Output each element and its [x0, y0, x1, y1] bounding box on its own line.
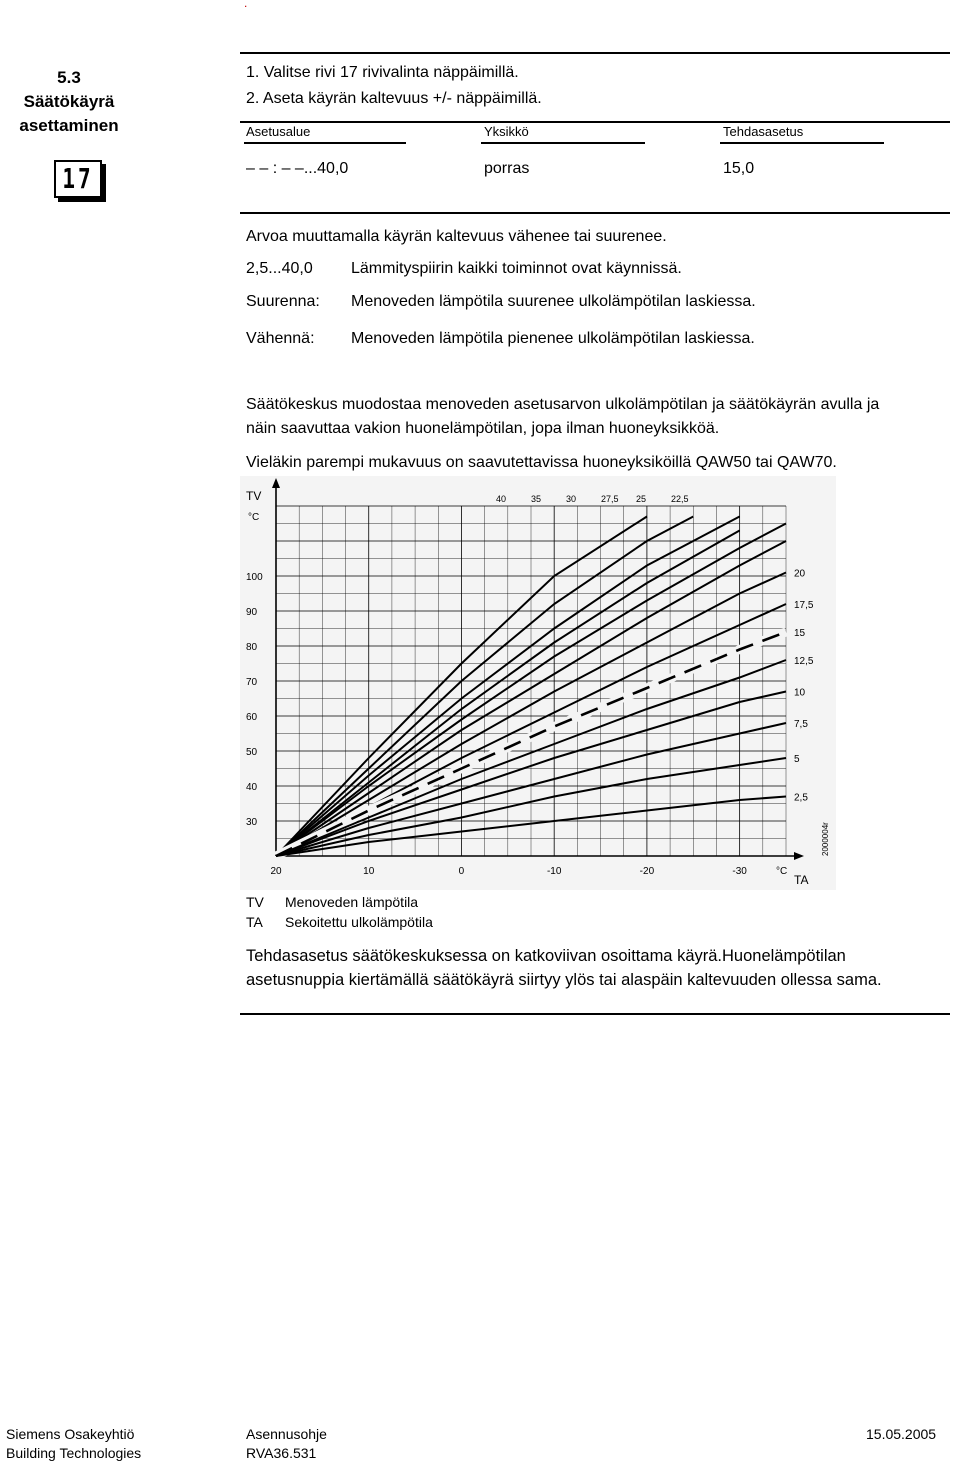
table-top-rule [240, 121, 950, 123]
curve-label-top: 22,5 [671, 494, 689, 504]
legend-abbr-tv: TV [246, 894, 264, 910]
curve-label-right: 20 [794, 568, 806, 580]
definition-term: Vähennä: [246, 330, 315, 347]
definition-text: Menoveden lämpötila pienenee ulkolämpötilan laskiessa. [351, 330, 755, 347]
curve-label-top: 35 [531, 494, 542, 504]
curve-label-top: 25 [636, 494, 647, 504]
footer-date: 15.05.2005 [866, 1426, 937, 1442]
y-tick-label: 100 [246, 572, 263, 583]
y-tick-label: 90 [246, 607, 258, 618]
lcd-display-icon [54, 160, 102, 198]
heating-curve-chart [240, 476, 836, 890]
y-tick-label: 40 [246, 782, 258, 793]
section-title-line1: Säätökäyrä [23, 92, 115, 111]
paragraph-1-line-1: Säätökeskus muodostaa menoveden asetusarvon ulkolämpötilan ja säätökäyrän avulla ja [246, 396, 880, 413]
paragraph-2: Vieläkin parempi mukavuus on saavutettavissa huoneyksiköillä QAW50 tai QAW70. [246, 454, 837, 471]
note-line-2: asetusnuppia kiertämällä säätökäyrä siirtyy ylös tai alaspäin kaltevuuden ollessa sama. [246, 971, 882, 989]
header-underline-1 [244, 142, 406, 144]
paragraph-1-line-2: näin saavuttaa vakion huonelämpötilan, jopa ilman huoneyksikköä. [246, 420, 720, 437]
y-axis-label: TV [246, 489, 262, 503]
legend-text-ta: Sekoitettu ulkolämpötila [285, 914, 433, 930]
step-2: 2. Aseta käyrän kaltevuus +/- näppäimillä. [246, 90, 542, 107]
description: Arvoa muuttamalla käyrän kaltevuus vähenee tai suurenee. [246, 228, 667, 245]
value-range: – – : – –...40,0 [246, 160, 349, 177]
lcd-display-text: 17 [62, 162, 94, 195]
note-line-1: Tehdasasetus säätökeskuksessa on katkoviivan osoittama käyrä.Huonelämpötilan [246, 947, 846, 965]
value-default: 15,0 [723, 160, 755, 177]
x-tick-label: -10 [546, 866, 562, 877]
y-tick-label: 60 [246, 712, 258, 723]
y-tick-label: 50 [246, 747, 258, 758]
header-underline-3 [720, 142, 884, 144]
curve-label-right: 15 [794, 628, 806, 639]
header-unit: Yksikkö [484, 124, 529, 139]
x-axis-label: TA [794, 873, 809, 887]
header-underline-2 [481, 142, 645, 144]
definition-term: 2,5...40,0 [246, 260, 313, 277]
footer-division: Building Technologies [6, 1445, 142, 1461]
figure-code: 2000004r [821, 822, 830, 856]
x-tick-label: -30 [732, 866, 747, 877]
footer-model: RVA36.531 [246, 1445, 317, 1461]
header-range: Asetusalue [246, 124, 311, 139]
x-tick-label: 20 [270, 866, 282, 877]
curve-label-right: 2,5 [794, 792, 808, 804]
curve-label-top: 40 [496, 494, 507, 504]
x-axis-unit: °C [776, 866, 788, 877]
curve-label-right: 10 [794, 687, 806, 699]
page-mark: . [244, 0, 248, 10]
y-tick-label: 30 [246, 817, 258, 828]
curve-label-top: 30 [566, 494, 577, 504]
table-bottom-rule [240, 212, 950, 214]
section-number: 5.3 [57, 68, 81, 87]
y-tick-label: 80 [246, 642, 258, 653]
footer-doc-type: Asennusohje [246, 1426, 327, 1442]
value-unit: porras [484, 160, 530, 177]
step-1: 1. Valitse rivi 17 rivivalinta näppäimillä. [246, 64, 519, 81]
curve-label-right: 5 [794, 754, 800, 765]
curve-label-top: 27,5 [601, 494, 619, 504]
definition-term: Suurenna: [246, 293, 320, 310]
x-tick-label: 0 [458, 866, 465, 877]
x-tick-label: 10 [363, 866, 375, 877]
footer-company: Siemens Osakeyhtiö [6, 1426, 135, 1442]
definition-text: Menoveden lämpötila suurenee ulkolämpötilan laskiessa. [351, 293, 756, 310]
legend-text-tv: Menoveden lämpötila [285, 894, 419, 910]
section-title-line2: asettaminen [19, 116, 119, 135]
y-tick-label: 70 [246, 677, 258, 688]
curve-label-right: 7,5 [794, 719, 808, 730]
legend-abbr-ta: TA [246, 914, 263, 930]
bottom-rule [240, 1013, 950, 1015]
definition-text: Lämmityspiirin kaikki toiminnot ovat käynnissä. [351, 260, 682, 277]
curve-label-right: 12,5 [794, 656, 814, 667]
curve-label-right: 17,5 [794, 600, 814, 611]
y-axis-unit: °C [248, 512, 260, 523]
top-rule [240, 52, 950, 54]
header-default: Tehdasasetus [723, 124, 804, 139]
x-tick-label: -20 [639, 866, 655, 877]
